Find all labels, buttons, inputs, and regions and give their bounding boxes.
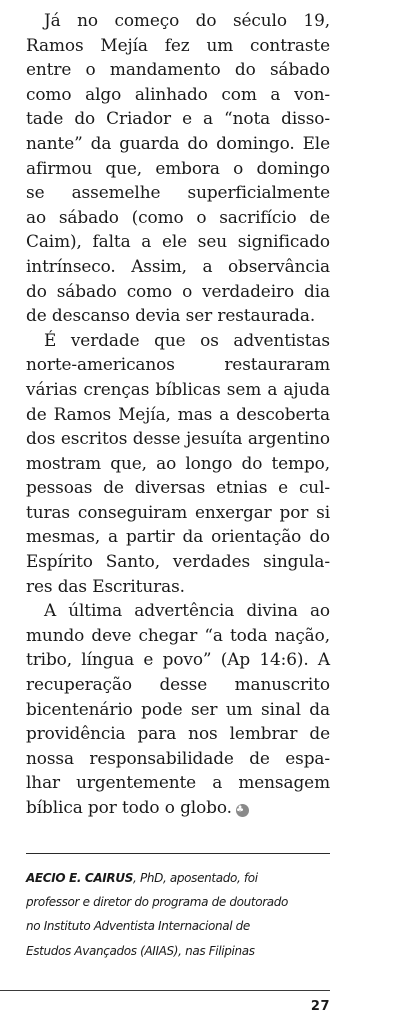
- text-line: de Ramos Mejía, mas a descoberta: [26, 403, 330, 424]
- text-line: lhar urgentemente a mensagem: [26, 772, 330, 793]
- text-line: dos escritos desse jesuíta argentino: [26, 428, 330, 449]
- text-line: ao sábado (como o sacrifício de: [26, 206, 330, 227]
- text-line: nante” da guarda do domingo. Ele: [26, 132, 330, 153]
- text-line: Ramos Mejía fez um contraste: [26, 34, 330, 55]
- text-line: tribo, língua e povo” (Ap 14:6). A: [26, 649, 330, 670]
- text-line: várias crenças bíblicas sem a ajuda: [26, 378, 330, 399]
- bio-divider: [26, 853, 330, 854]
- text-line: tade do Criador e a “nota disso-: [26, 108, 330, 129]
- text-line: intrínseco. Assim, a observância: [26, 255, 330, 276]
- paragraph-1: [26, 8, 330, 328]
- text-line: Já no começo do século 19,: [44, 10, 330, 30]
- paragraph-2: [26, 328, 330, 599]
- article-body: [26, 8, 330, 820]
- text-line: Espírito Santo, verdades singula-: [26, 551, 330, 572]
- text-line: norte-americanos restauraram: [26, 354, 330, 375]
- text-line: mundo deve chegar “a toda nação,: [26, 624, 330, 645]
- text-line: se assemelhe superficialmente: [26, 182, 330, 203]
- page-number: 27: [310, 999, 330, 1014]
- text-line: Caim), falta a ele seu significado: [26, 231, 330, 252]
- text-line: de descanso devia ser restaurada.: [26, 305, 316, 326]
- text-line: pessoas de diversas etnias e cul-: [26, 477, 330, 498]
- footer-divider: [0, 990, 330, 991]
- text-line: A última advertência divina ao: [44, 600, 330, 621]
- text-line: mesmas, a partir da orientação do: [26, 526, 330, 547]
- text-line: como algo alinhado com a von-: [26, 83, 330, 104]
- bio-line-2: professor e diretor do programa de doutorado: [26, 895, 289, 910]
- bio-line-3: no Instituto Adventista Internacional de: [26, 919, 250, 934]
- text-line: recuperação desse manuscrito: [26, 674, 330, 695]
- text-line: afirmou que, embora o domingo: [26, 157, 330, 178]
- text-line-final-text: bíblica por todo o globo.: [26, 797, 232, 817]
- end-mark-icon: ♣: [236, 804, 249, 817]
- bio-line-4: Estudos Avançados (AIIAS), nas Filipinas: [26, 943, 255, 958]
- text-line: providência para nos lembrar de: [26, 723, 330, 744]
- text-line: nossa responsabilidade de espa-: [26, 747, 330, 768]
- text-line: res das Escrituras.: [26, 575, 185, 596]
- author-bio: [26, 866, 330, 963]
- text-line: turas conseguiram enxergar por si: [26, 501, 330, 522]
- bio-line-1: [26, 866, 330, 890]
- bio-text: , PhD, aposentado, foi: [133, 871, 258, 885]
- paragraph-3: [26, 598, 330, 819]
- text-line: bicentenário pode ser um sinal da: [26, 698, 330, 719]
- author-name: AECIO E. CAIRUS: [26, 871, 134, 885]
- text-line: do sábado como o verdadeiro dia: [26, 280, 330, 301]
- text-line: entre o mandamento do sábado: [26, 59, 330, 80]
- text-line: mostram que, ao longo do tempo,: [26, 452, 330, 473]
- text-line: É verdade que os adventistas: [44, 329, 330, 350]
- text-line-final: [26, 795, 330, 820]
